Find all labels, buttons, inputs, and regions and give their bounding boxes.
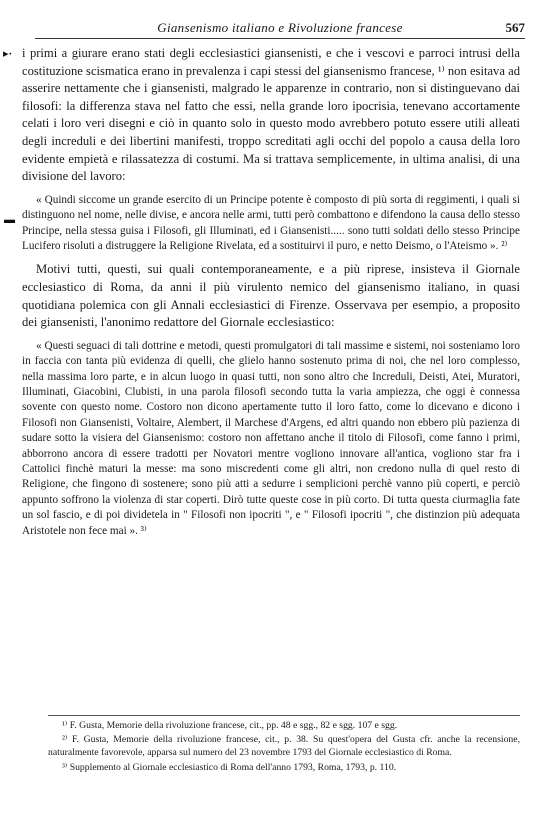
block-quote-2: « Questi seguaci di tali dottrine e metodi, questi promulgatori di tali massime e sistemi, noi sosteniamo loro in faccia con tanta più evidenza di quelli, che glielo hanno sostenuto prima di noi, che nel loro complesso, nella massima loro parte, e in alcun luogo in quasi tutti, non sono altro che Increduli, Deisti, Atei, Muratori, Illuminati, Giacobini, Clubisti, in una parola filosofi secondo tutta la varia ampiezza, che oggi è connessa sovente con questo nome. Costoro non dicono apertamente tutto il loro fatto, come lo dicevano e dicono i Filosofi non Giansenisti, Voltaire, Alembert, il Marchese d'Argens, ed altri quando non ebbero più pazienza di sudare sotto la visiera del Giansenismo: costoro non affettano anche il titolo di Filosofi, come fanno i primi, abborrono ancora di essere tradotti per Novatori mentre vogliono innovare all'antica, vogliono star fra i Cattolici finchè maturi la messe: ma sono miscredenti come gli altri, non credono nulla di quel resto di Religione, che fingono di sostenere; sono più atti a sedurre i semplicioni perchè vanno più coperti, e perciò appunto soffrono la violenza di star coperti. Dirò tutte queste cose in più corto. Di tutta questa ciurmaglia fate un sol fascio, e di poi dividetela in " Filosofi non ipocriti ", e " Filosofi ipocriti ", che distinzion più adequata Aristotele non fece mai ». ³⁾ [22, 339, 520, 537]
page-header [35, 20, 525, 39]
footnote-2: ²⁾ F. Gusta, Memorie della rivoluzione francese, cit., p. 38. Su quest'opera del Gusta cfr. anche la recensione, naturalmente favorevole, apparsa sul numero del 23 novembre 1793 del Giornale ecclesiastico di Roma. [48, 734, 520, 759]
margin-mark-top-icon: ▸· [3, 48, 13, 60]
paragraph-2: Motivi tutti, questi, sui quali contemporaneamente, e a più riprese, insisteva il Giornale ecclesiastico di Roma, da anni il più virulento nemico del giansenismo italiano, in quasi quotidiana polemica con gli Annali ecclesiastici di Firenze. Osservava per esempio, a proposito dei giansenisti, l'anonimo redattore del Giornale ecclesiastico: [22, 262, 520, 330]
paragraph-1: i primi a giurare erano stati degli ecclesiastici giansenisti, e che i vescovi e parroci intrusi della costituzione scismatica erano in prevalenza i capi stessi del giansenismo francese, ¹⁾ non esitava ad asserire nettamente che i giansenisti, malgrado le apparenze in contrario, non si distinguevano dai filosofi: la differenza stava nel fatto che essi, nella grande loro ipocrisia, tenevano accortamente celati i loro veri disegni e ciò in quanto solo in questo modo avrebbero potuto essere utili alleati degli increduli e dei libertini manifesti, troppo screditati agli occhi del popolo a causa della loro evidente empietà e rilassatezza di costumi. Ma si trattava semplicemente, in ultima analisi, di una divisione del lavoro: [22, 46, 520, 184]
page-body [22, 45, 520, 546]
block-quote-1: « Quindi siccome un grande esercito di un Principe potente è composto di più sorta di reggimenti, i quali si distinguono nel nome, nelle divise, e ancora nelle armi, tutti però combattono e difendono la causa dello stesso Principe, nella stessa guisa i Filosofi, gli Illuminati, ed i Giansenisti..... sono tutti soldati dello stesso Principe Lucifero risoluti a distruggere la Religione Rivelata, ed a sostituirvi il puro, e netto Deismo, o l'Ateismo ». ²⁾ [22, 193, 520, 252]
footnote-3: ³⁾ Supplemento al Giornale ecclesiastico di Roma dell'anno 1793, Roma, 1793, p. 110. [62, 761, 397, 773]
running-title: Giansenismo italiano e Rivoluzione francese [157, 20, 403, 35]
footnotes [48, 715, 520, 774]
margin-mark-bottom-icon: ▬ [4, 214, 15, 226]
page-number: 567 [505, 20, 525, 35]
footnote-1: ¹⁾ F. Gusta, Memorie della rivoluzione francese, cit., pp. 48 e sgg., 82 e sgg. 107 e sgg. [62, 720, 398, 731]
